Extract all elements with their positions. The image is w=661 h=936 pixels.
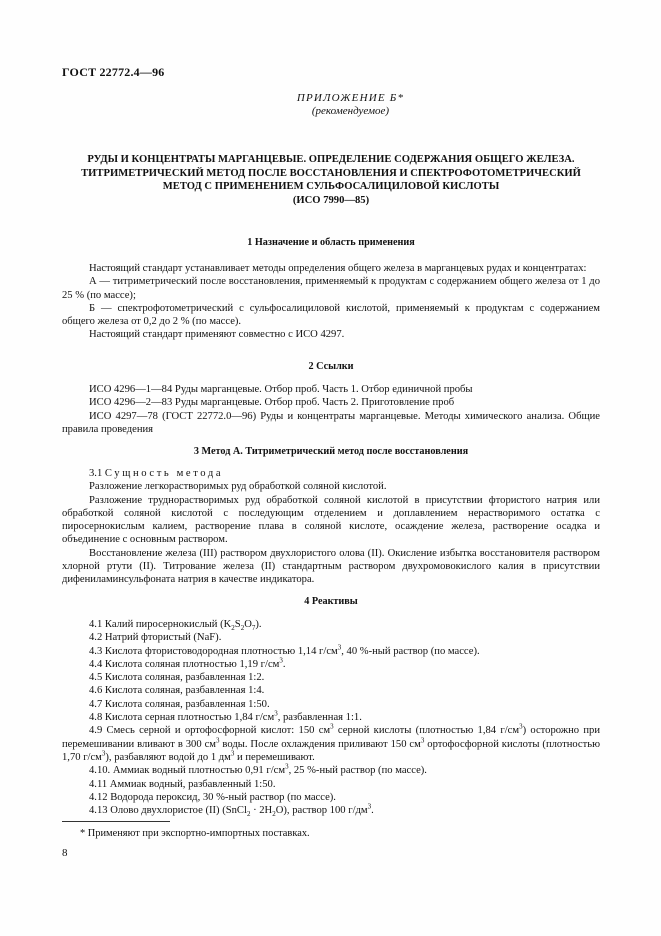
appendix-status: (рекомендуемое)	[311, 105, 390, 117]
reagent-item: 4.8 Кислота серная плотностью 1,84 $г/см^3$, разбавленная 1:1.	[89, 709, 362, 724]
reagent-item: 4.4 Кислота соляная плотностью 1,19 $г/см^3$.	[89, 656, 286, 670]
paragraph: Настоящий стандарт применяют совместно с ИСО 4297.	[89, 329, 345, 341]
section-2-heading: 2 Ссылки	[308, 361, 354, 372]
section-2-body	[62, 383, 600, 436]
section-1-body	[62, 262, 600, 342]
paragraph: Б — спектрофотометрический с сульфосалициловой кислотой, применяемый к продуктам с содержанием общего железа от 0,2 до 2 % (по массе).	[62, 302, 600, 328]
subsection-title: Сущность метода	[104, 468, 224, 479]
title-line: МЕТОД С ПРИМЕНЕНИЕМ СУЛЬФОСАЛИЦИЛОВОЙ КИСЛОТЫ	[162, 181, 500, 192]
reagent-item: 4.11 Аммиак водный, разбавленный 1:50.	[89, 778, 276, 790]
subsection-number: 3.1	[89, 468, 103, 479]
paragraph: А — титриметрический после восстановления, применяемый к продуктам с содержанием общего железа от 1 до 25 % (по массе);	[62, 276, 600, 301]
title-line: ТИТРИМЕТРИЧЕСКИЙ МЕТОД ПОСЛЕ ВОССТАНОВЛЕНИЯ И СПЕКТРОФОТОМЕТРИЧЕСКИЙ	[81, 167, 581, 179]
standard-code: ГОСТ 22772.4—96	[62, 65, 165, 79]
reagent-item: 4.9 Смесь серной и ортофосфорной кислот: 150 $см^3$ серной кислоты (плотностью 1,84 $г/см^3$) осторожно при перемешивании вливают в 300 $см^3$ воды. После охлаждения приливают 150 $см^3$ ортофосфорной кислоты (плотностью 1,70 $г/см^3$), разбавляют водой до 1 $дм^3$ и перемешивают.	[62, 722, 601, 763]
paragraph: Разложение труднорастворимых руд обработкой соляной кислотой в присутствии фтористого натрия или обработкой соляной кислотой с последующим отделением и доплавлением нерастворимого остатка с пиросернокислым калием, растворение плава в соляной кислоте, осаждение железа, растворение осадка и объединение с основным раствором.	[62, 494, 600, 546]
reagent-item: 4.7 Кислота соляная, разбавленная 1:50.	[89, 698, 270, 710]
reagent-item: 4.6 Кислота соляная, разбавленная 1:4.	[89, 685, 265, 697]
reagent-item: 4.5 Кислота соляная, разбавленная 1:2.	[89, 672, 265, 684]
section-3-body	[62, 467, 600, 587]
subsection-heading	[62, 467, 600, 480]
reagent-item: 4.1 Калий пиросернокислый $(K_2S_2O_7)$.	[89, 619, 262, 633]
reagent-item: 4.12 Водорода пероксид, 30 %-ный раствор (по массе).	[89, 791, 336, 803]
appendix-label	[0, 92, 661, 118]
paragraph: Настоящий стандарт устанавливает методы определения общего железа в марганцевых рудах и концентратах:	[89, 263, 587, 274]
page-number: 8	[62, 847, 68, 859]
title-line: РУДЫ И КОНЦЕНТРАТЫ МАРГАНЦЕВЫЕ. ОПРЕДЕЛЕНИЕ СОДЕРЖАНИЯ ОБЩЕГО ЖЕЛЕЗА.	[87, 154, 575, 165]
paragraph: Разложение легкорастворимых руд обработкой соляной кислотой.	[89, 481, 387, 493]
reagent-item: 4.10. Аммиак водный плотностью 0,91 $г/см^3$, 25 %-ный раствор (по массе).	[89, 762, 427, 777]
reagent-item: 4.13 Олово двухлористое (II) (SnCl$_2$ · $2H_2O$), раствор 100 $г/дм^3$.	[89, 802, 374, 819]
reference-item: ИСО 4296—1—84 Руды марганцевые. Отбор проб. Часть 1. Отбор единичной пробы	[89, 384, 473, 395]
section-3-heading: 3 Метод А. Титриметрический метод после восстановления	[193, 446, 469, 457]
title-line: (ИСО 7990—85)	[292, 194, 370, 206]
reagent-item: 4.2 Натрий фтористый (NaF).	[89, 632, 222, 644]
section-4-body	[62, 618, 600, 817]
reference-item: ИСО 4297—78 (ГОСТ 22772.0—96) Руды и концентраты марганцевые. Методы химического анализа. Общие правила проведения	[62, 410, 600, 435]
document-title	[62, 153, 600, 207]
footnote-divider	[62, 821, 170, 822]
appendix-title: ПРИЛОЖЕНИЕ Б*	[296, 92, 405, 104]
section-4-heading: 4 Реактивы	[304, 596, 358, 607]
reference-item: ИСО 4296—2—83 Руды марганцевые. Отбор проб. Часть 2. Приготовление проб	[89, 397, 455, 409]
reagent-item: 4.3 Кислота фтористоводородная плотностью 1,14 $г/см^3$, 40 %-ный раствор (по массе).	[89, 643, 480, 657]
footnote: * Применяют при экспортно-импортных поставках.	[80, 828, 310, 839]
paragraph: Восстановление железа (III) раствором двухлористого олова (II). Окисление избытка восстановителя раствором хлорной ртути (II). Титрование железа (II) стандартным раствором двухромовокислого калия в присутствии дифениламинсульфоната натрия в качестве индикатора.	[62, 547, 600, 586]
section-1-heading: 1 Назначение и область применения	[247, 237, 415, 248]
